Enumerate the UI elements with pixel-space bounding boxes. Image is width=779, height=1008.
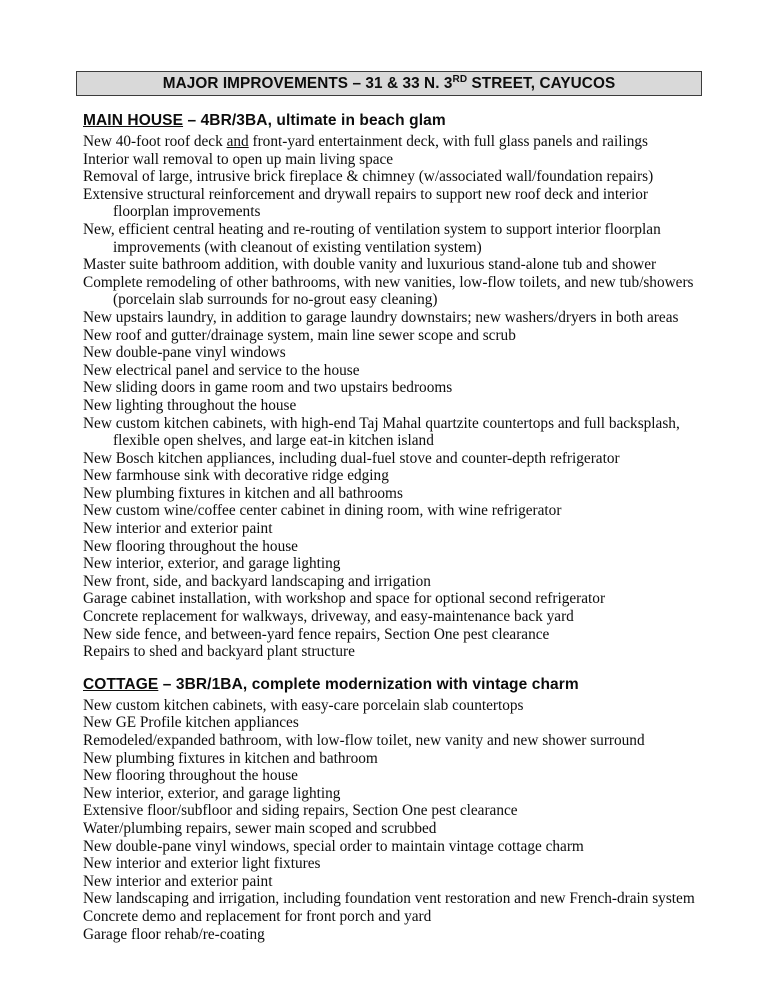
improvement-item: Remodeled/expanded bathroom, with low-flow toilet, new vanity and new shower surround [83, 732, 645, 749]
improvement-item: New interior and exterior paint [83, 520, 273, 538]
cottage-section [83, 675, 703, 943]
improvement-item: New, efficient central heating and re-routing of ventilation system to support interior floorplan improvements (with cleanout of existing ventilation system) [83, 220, 661, 256]
title-text-post: STREET, CAYUCOS [467, 74, 616, 92]
item-text-pre: New 40-foot roof deck [83, 133, 227, 150]
title-banner [76, 71, 702, 96]
improvement-item: New double-pane vinyl windows [83, 344, 286, 362]
main-house-items [83, 151, 703, 661]
improvement-item: New front, side, and backyard landscaping and irrigation [83, 572, 431, 590]
improvement-item: Master suite bathroom addition, with double vanity and luxurious stand-alone tub and shower [83, 256, 657, 274]
cottage-heading [83, 675, 703, 694]
cottage-heading-title: COTTAGE [83, 675, 159, 693]
improvement-item: New interior and exterior light fixtures [83, 855, 321, 873]
improvement-item: New sliding doors in game room and two upstairs bedrooms [83, 379, 453, 397]
improvement-item: Garage cabinet installation, with workshop and space for optional second refrigerator [83, 590, 606, 608]
improvement-item: New interior, exterior, and garage lighting [83, 555, 341, 573]
main-house-heading [83, 111, 703, 130]
improvement-item: New custom wine/coffee center cabinet in dining room, with wine refrigerator [83, 502, 562, 520]
improvement-item: Removal of large, intrusive brick fireplace & chimney (w/associated wall/foundation repairs) [83, 168, 654, 186]
improvement-item: Interior wall removal to open up main living space [83, 150, 394, 168]
title-superscript: RD [452, 73, 468, 85]
improvement-item: Garage floor rehab/re-coating [83, 925, 265, 943]
cottage-items [83, 697, 703, 943]
improvement-item: Concrete demo and replacement for front porch and yard [83, 907, 432, 925]
improvement-item: New roof and gutter/drainage system, main line sewer scope and scrub [83, 326, 516, 344]
improvement-item: New flooring throughout the house [83, 537, 298, 555]
improvement-item: New Bosch kitchen appliances, including dual-fuel stove and counter-depth refrigerator [83, 449, 620, 467]
improvement-item [83, 133, 703, 151]
improvement-item: Extensive floor/subfloor and siding repairs, Section One pest clearance [83, 802, 518, 820]
improvement-item: New interior and exterior paint [83, 872, 273, 890]
document-body [83, 96, 703, 943]
main-house-heading-title: MAIN HOUSE [83, 112, 184, 129]
improvement-item: New plumbing fixtures in kitchen and all bathrooms [83, 484, 403, 502]
improvement-item: New GE Profile kitchen appliances [83, 714, 299, 732]
improvement-item: New plumbing fixtures in kitchen and bathroom [83, 749, 378, 767]
item-text-post: front-yard entertainment deck, with full glass panels and railings [248, 133, 648, 150]
improvement-item: New double-pane vinyl windows, special order to maintain vintage cottage charm [83, 837, 584, 855]
improvement-item: New landscaping and irrigation, including foundation vent restoration and new French-drain system [83, 890, 695, 908]
improvement-item: Extensive structural reinforcement and drywall repairs to support new roof deck and interior floorplan improvements [83, 185, 648, 221]
improvement-item: New interior, exterior, and garage lighting [83, 784, 341, 802]
improvement-item: Water/plumbing repairs, sewer main scoped and scrubbed [83, 819, 437, 837]
improvement-item: New custom kitchen cabinets, with easy-care porcelain slab countertops [83, 696, 524, 714]
improvement-item: New lighting throughout the house [83, 396, 297, 414]
main-house-heading-subtitle: – 4BR/3BA, ultimate in beach glam [183, 112, 446, 129]
improvement-item: New flooring throughout the house [83, 767, 298, 785]
improvement-item: New custom kitchen cabinets, with high-end Taj Mahal quartzite countertops and full backsplash, flexible open shelves, and large eat-in kitchen island [83, 414, 680, 450]
improvement-item: New electrical panel and service to the house [83, 361, 360, 379]
improvement-item: Repairs to shed and backyard plant structure [83, 643, 355, 661]
title-text-pre: MAJOR IMPROVEMENTS – 31 & 33 N. 3 [162, 74, 453, 92]
improvement-item: Concrete replacement for walkways, driveway, and easy-maintenance back yard [83, 608, 574, 626]
item-text-underlined: and [226, 133, 249, 150]
improvement-item: New farmhouse sink with decorative ridge edging [83, 467, 389, 485]
improvement-item: Complete remodeling of other bathrooms, with new vanities, low-flow toilets, and new tub/showers (porcelain slab surrounds for no-grout easy cleaning) [83, 273, 694, 309]
improvement-item: New side fence, and between-yard fence repairs, Section One pest clearance [83, 625, 550, 643]
main-house-section [83, 111, 703, 661]
cottage-heading-subtitle: – 3BR/1BA, complete modernization with vintage charm [158, 675, 579, 693]
improvement-item: New upstairs laundry, in addition to garage laundry downstairs; new washers/dryers in both areas [83, 308, 679, 326]
